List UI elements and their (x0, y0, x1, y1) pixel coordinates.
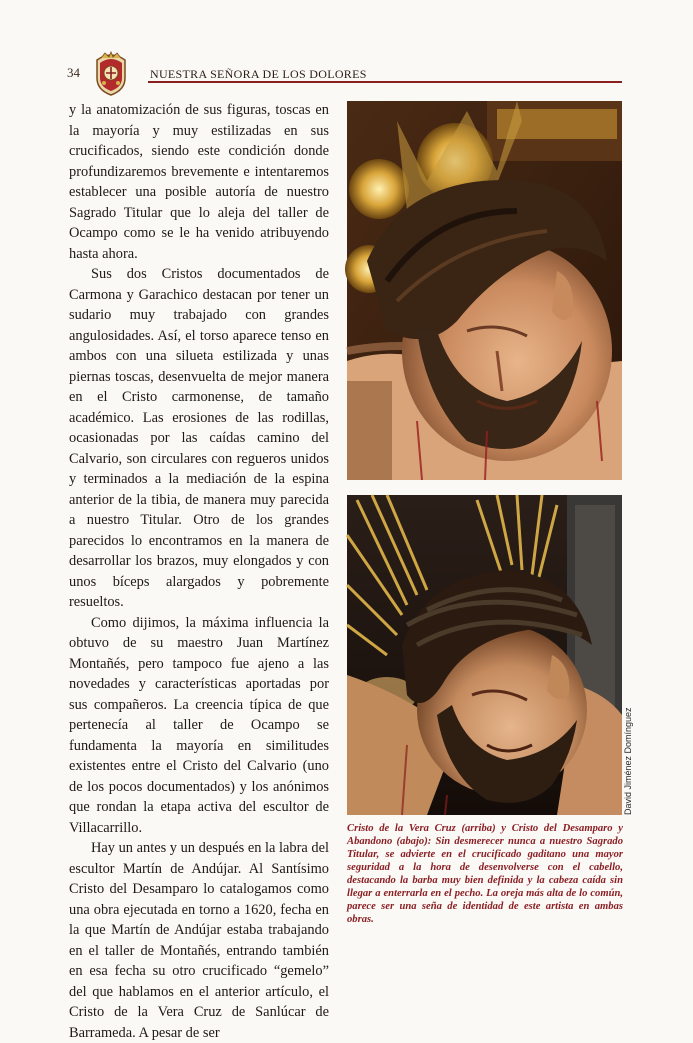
running-header-title: NUESTRA SEÑORA DE LOS DOLORES (150, 67, 367, 81)
brotherhood-crest-icon (91, 52, 131, 96)
photo-cristo-desamparo (347, 495, 622, 815)
paragraph-2: Sus dos Cristos documentados de Carmona y Garachico destacan por tener un sudario muy trabajado con grandes angulosidades. Así, el torso aparece tenso en ambos con una silueta estilizada y unas piernas toscas, desenvuelta de mejor manera en el Cristo carmonense, de tamaño académico. Las erosiones de las rodillas, ocasionadas por las caídas camino del Calvario, son circulares con regueros unidos y terminados a la mediación de la espina anterior de la tibia, de manera muy parecida a nuestro Titular. Otro de los grandes parecidos lo encontramos en la manera de desarrollar los brazos, muy elongados y con unos bíceps alargados y pobremente resueltos. (69, 266, 329, 610)
paragraph-4: Hay un antes y un después en la labra del escultor Martín de Andújar. Al Santísimo Cristo del Desamparo lo catalogamos como una obra ejecutada en torno a 1620, fecha en la que Martín de Andújar estaba trabajando en el taller de Montañés, entrando también en esa fecha su otro crucificado “gemelo” del que hablamos en el anterior artículo, el Cristo de la Vera Cruz de Sanlúcar de Barrameda. A pesar de ser (69, 840, 329, 1041)
photo-cristo-vera-cruz (347, 101, 622, 480)
paragraph-3: Como dijimos, la máxima influencia la obtuvo de su maestro Juan Martínez Montañés, pero tampoco fue ajeno a las novedades y características aportadas por sus compañeros. La creencia típica de que pertenecía al taller de Ocampo se fundamenta la mayoría en similitudes existentes entre el Cristo del Calvario (uno de los pocos documentados) y los anónimos que rondan la etapa activa del escultor de Villacarrillo. (69, 614, 329, 836)
article-body (69, 100, 329, 1043)
photo-caption: Cristo de la Vera Cruz (arriba) y Cristo del Desamparo y Abandono (abajo): Sin desmerecer nunca a nuestro Sagrado Titular, se advierte en el crucificado gaditano una mayor seguridad a la hora de desenvolverse con el cabello, destacando la barba muy bien definida y la cabeza caída sin llegar a enterrarla en el pecho. La oreja más alta de lo común, parece ser una seña de identidad de este artista en ambas obras. (347, 823, 623, 925)
paragraph-1: y la anatomización de sus figuras, toscas en la mayoría y muy estilizadas en sus crucificados, siendo este condición donde profundizaremos brevemente e intentaremos establecer una posible autoría de nuestro Sagrado Titular que lo aleja del taller de Ocampo como se le ha venido atribuyendo hasta ahora. (69, 102, 329, 262)
header-rule (148, 81, 622, 83)
page-number: 34 (67, 65, 80, 80)
photo-credit: David Jiménez Domínguez (623, 707, 633, 815)
